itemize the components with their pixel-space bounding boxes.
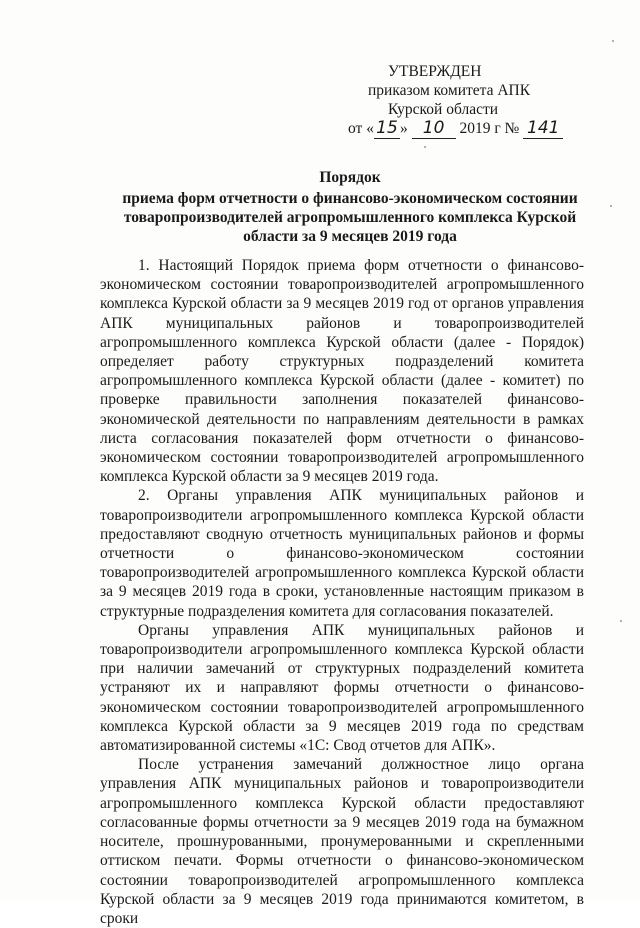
handwritten-month: 10 <box>412 119 456 139</box>
approval-stamp-block <box>348 62 598 139</box>
year-and-number-label: 2019 г № <box>459 120 520 137</box>
approval-date-line <box>348 119 598 139</box>
paragraph-1: 1. Настоящий Порядок приема форм отчетности о финансово-экономическом состоянии товаропроизводителей агропромышленного комплекса Курской области за 9 месяцев 2019 год от органов управления АПК муниципальных районов и товаропроизводителей агропромышленного комплекса Курской области (далее - Порядок) определяет работу структурных подразделений комитета агропромышленного комплекса Курской области (далее - комитет) по проверке правильности заполнения показателей финансово-экономической деятельности по направлениям деятельности в рамках листа согласования показателей форм отчетности о финансово-экономическом состоянии товаропроизводителей агропромышленного комплекса Курской области за 9 месяцев 2019 года. <box>100 257 584 486</box>
title-line-2: товаропроизводителей агропромышленного комплекса Курской <box>123 209 577 226</box>
handwritten-day: 15 <box>374 119 400 139</box>
handwritten-order-number: 141 <box>523 119 563 139</box>
title-line-3: области за 9 месяцев 2019 года <box>243 228 457 245</box>
title-main: Порядок <box>319 169 381 186</box>
approved-heading: УТВЕРЖДЕН <box>388 63 482 80</box>
document-body <box>100 256 584 928</box>
scan-speck <box>620 620 622 622</box>
title-line-1: приема форм отчетности о финансово-экономическом состоянии <box>122 190 578 207</box>
approval-order-line: приказом комитета АПК <box>368 82 531 99</box>
date-mid: » <box>399 120 408 137</box>
scan-speck <box>610 205 612 207</box>
scan-speck <box>612 40 614 42</box>
paragraph-2: 2. Органы управления АПК муниципальных районов и товаропроизводители агропромышленного комплекса Курской области предоставляют сводную отчетность муниципальных районов и формы отчетности о финансово-экономическом состоянии товаропроизводителей агропромышленного комплекса Курской области за 9 месяцев 2019 года в сроки, установленные настоящим приказом в структурные подразделения комитета для согласования показателей. <box>100 487 584 620</box>
scan-speck <box>424 146 426 148</box>
paragraph-3: Органы управления АПК муниципальных районов и товаропроизводители агропромышленного комплекса Курской области при наличии замечаний от структурных подразделений комитета устраняют их и направляют формы отчетности о финансово-экономическом состоянии товаропроизводителей агропромышленного комплекса Курской области за 9 месяцев 2019 года по средствам автоматизированной системы «1С: Свод отчетов для АПК». <box>100 621 584 755</box>
date-prefix: от « <box>348 120 374 137</box>
approval-region-line: Курской области <box>388 101 499 118</box>
document-title <box>100 168 600 246</box>
paragraph-4: После устранения замечаний должностное лицо органа управления АПК муниципальных районов и товаропроизводители агропромышленного комплекса Курской области предоставляют согласованные формы отчетности за 9 месяцев 2019 года на бумажном носителе, прошнурованными, пронумерованными и скрепленными оттиском печати. Формы отчетности о финансово-экономическом состоянии товаропроизводителей агропромышленного комплекса Курской области за 9 месяцев 2019 года принимаются комитетом, в сроки <box>100 756 584 927</box>
